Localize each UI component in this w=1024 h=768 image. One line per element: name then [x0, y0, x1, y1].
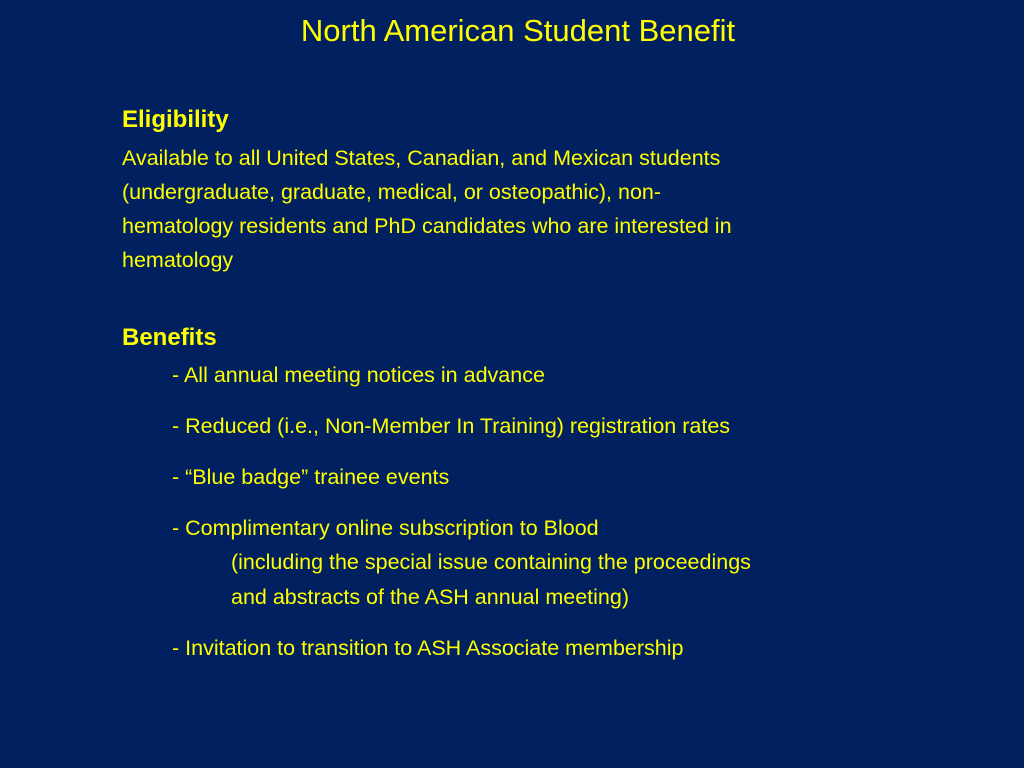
benefit-item: - Reduced (i.e., Non-Member In Training) registration rates: [172, 414, 731, 438]
benefit-subnote-line: and abstracts of the ASH annual meeting): [231, 585, 629, 609]
eligibility-line: Available to all United States, Canadian, and Mexican students: [122, 146, 721, 170]
eligibility-heading: Eligibility: [122, 106, 229, 133]
eligibility-description: [122, 141, 872, 277]
eligibility-line: (undergraduate, graduate, medical, or osteopathic), non-: [122, 180, 662, 204]
eligibility-line: hematology: [122, 248, 234, 272]
benefit-item: - Invitation to transition to ASH Associate membership: [172, 636, 684, 660]
benefit-subnote-line: (including the special issue containing the proceedings: [231, 550, 751, 574]
benefit-item: - “Blue badge” trainee events: [172, 465, 450, 489]
benefit-item: - All annual meeting notices in advance: [172, 363, 545, 387]
slide-title: North American Student Benefit: [300, 13, 736, 48]
benefit-item: - Complimentary online subscription to Blood: [172, 516, 599, 540]
benefits-heading: Benefits: [122, 324, 217, 351]
eligibility-line: hematology residents and PhD candidates who are interested in: [122, 214, 732, 238]
